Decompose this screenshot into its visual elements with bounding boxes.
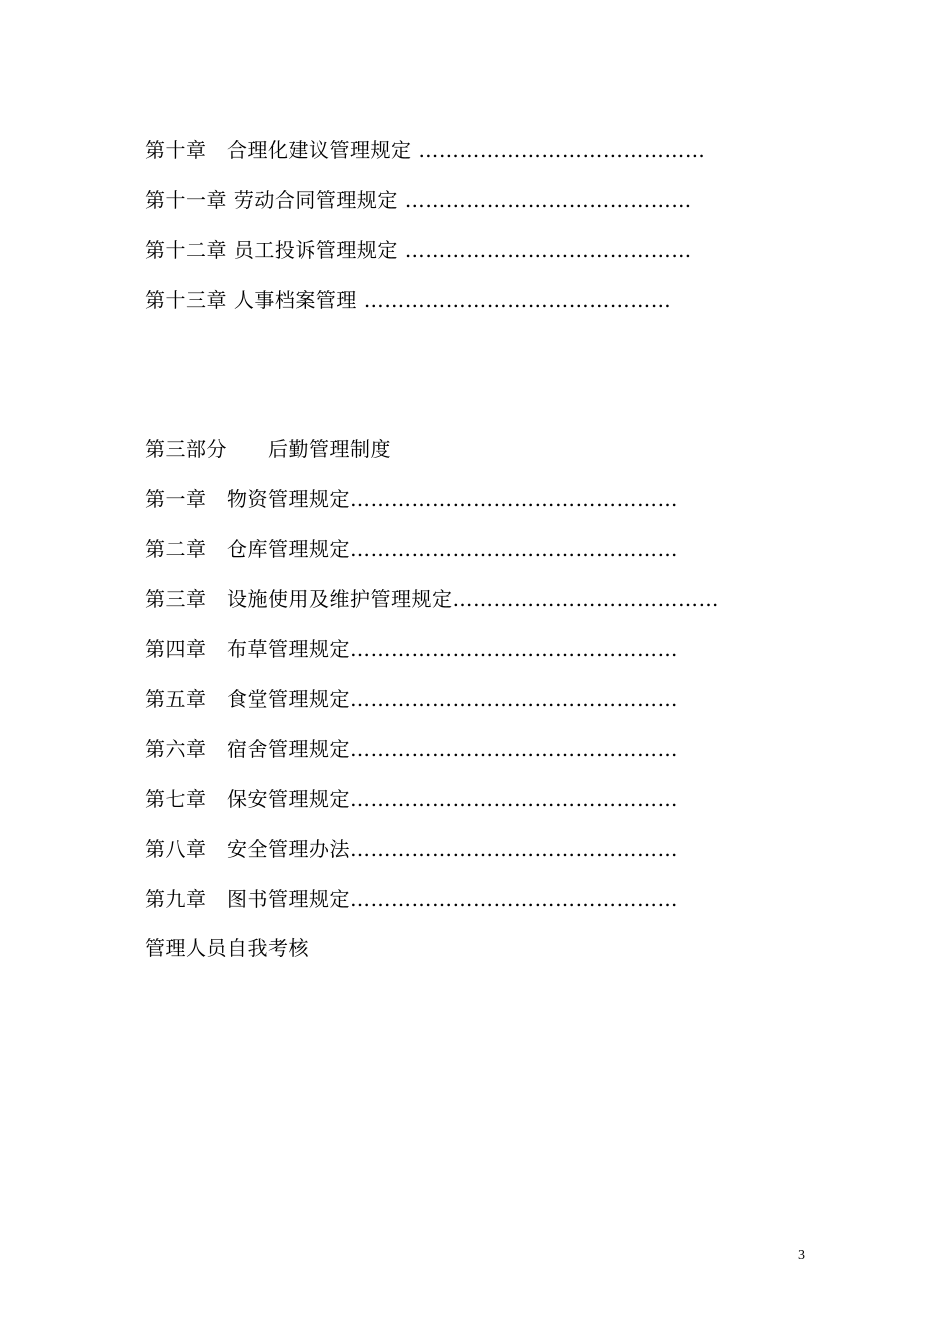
toc-gap [227, 288, 234, 312]
toc-chapter: 第一章 [145, 487, 207, 511]
toc-gap [207, 487, 228, 511]
toc-tail-entry: 管理人员自我考核 [145, 936, 309, 960]
toc-leader: …………………………………… [397, 188, 692, 212]
toc-leader: ………………………………………… [350, 687, 678, 711]
section-heading [145, 435, 391, 463]
toc-gap [207, 587, 228, 611]
toc-chapter: 第五章 [145, 687, 207, 711]
toc-entry [145, 735, 678, 763]
toc-title: 布草管理规定 [227, 637, 350, 661]
toc-title: 物资管理规定 [227, 487, 350, 511]
section-title: 后勤管理制度 [268, 437, 391, 461]
toc-leader: ………………………………………… [350, 537, 678, 561]
toc-chapter: 第十三章 [145, 288, 227, 312]
toc-chapter: 第十一章 [145, 188, 227, 212]
toc-entry [145, 186, 692, 214]
toc-entry [145, 785, 678, 813]
toc-title: 劳动合同管理规定 [233, 188, 398, 212]
toc-title: 食堂管理规定 [227, 687, 350, 711]
toc-title: 人事档案管理 [233, 288, 357, 312]
toc-leader: ………………………………………… [350, 637, 678, 661]
toc-title: 设施使用及维护管理规定 [227, 587, 453, 611]
section-label: 第三部分 [145, 437, 227, 461]
toc-entry [145, 535, 678, 563]
toc-leader: …………………………………… [397, 238, 692, 262]
toc-entry [145, 685, 678, 713]
toc-leader: …………………………………… [411, 138, 706, 162]
toc-leader: ………………………………… [452, 587, 719, 611]
toc-gap [227, 238, 234, 262]
toc-leader: ………………………………………… [350, 487, 678, 511]
toc-chapter: 第八章 [145, 837, 207, 861]
toc-chapter: 第十章 [145, 138, 207, 162]
toc-title: 安全管理办法 [227, 837, 350, 861]
toc-entry [145, 635, 678, 663]
toc-leader: ………………………………………… [350, 837, 678, 861]
section-gap [227, 437, 268, 461]
toc-title: 合理化建议管理规定 [227, 138, 412, 162]
toc-gap [227, 188, 234, 212]
toc-entry [145, 236, 692, 264]
toc-entry [145, 286, 671, 314]
toc-title: 保安管理规定 [227, 787, 350, 811]
toc-entry [145, 835, 678, 863]
toc-chapter: 第七章 [145, 787, 207, 811]
toc-entry [145, 485, 678, 513]
toc-gap [207, 637, 228, 661]
toc-chapter: 第三章 [145, 587, 207, 611]
toc-gap [207, 537, 228, 561]
toc-chapter: 第四章 [145, 637, 207, 661]
toc-gap [207, 138, 228, 162]
toc-chapter: 第六章 [145, 737, 207, 761]
toc-gap [207, 787, 228, 811]
toc-gap [207, 737, 228, 761]
toc-leader: ……………………………………… [356, 288, 672, 312]
toc-title: 图书管理规定 [227, 887, 350, 911]
toc-entry [145, 885, 678, 913]
toc-leader: ………………………………………… [350, 787, 678, 811]
page-number: 3 [798, 1248, 805, 1263]
toc-chapter: 第十二章 [145, 238, 227, 262]
toc-gap [207, 687, 228, 711]
toc-gap [207, 887, 228, 911]
toc-chapter: 第九章 [145, 887, 207, 911]
toc-title: 仓库管理规定 [227, 537, 350, 561]
toc-leader: ………………………………………… [350, 737, 678, 761]
toc-title: 宿舍管理规定 [227, 737, 350, 761]
toc-gap [207, 837, 228, 861]
toc-title: 员工投诉管理规定 [233, 238, 398, 262]
toc-entry [145, 585, 719, 613]
toc-entry [145, 136, 705, 164]
toc-leader: ………………………………………… [350, 887, 678, 911]
toc-chapter: 第二章 [145, 537, 207, 561]
